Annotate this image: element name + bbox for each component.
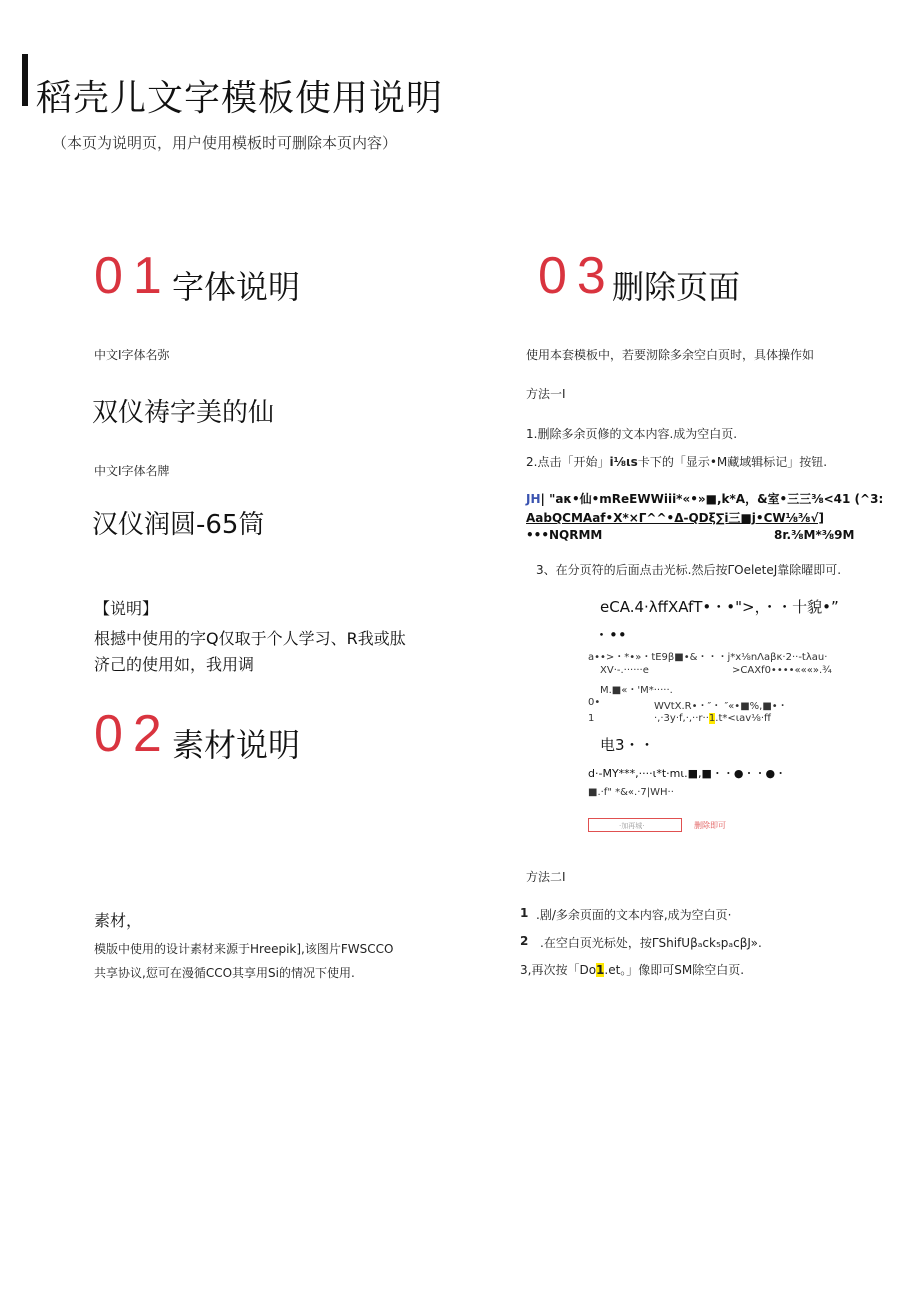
mini-search-box: ·加再城· — [588, 818, 682, 832]
row-7-highlight: 1 — [708, 713, 716, 724]
section-01-number: 01 — [94, 247, 172, 305]
method-2-step-2-num: 2 — [520, 934, 529, 948]
step-2-part-c: 卡下的「显示•M藏域辑标记」按钮. — [637, 455, 828, 469]
material-line-1: 模版中使用的设计素材来源于Hreepik],该图片FWSCCO — [94, 942, 394, 956]
step-3-highlight: 1 — [596, 963, 605, 977]
page-title: 稻壳儿文字模板使用说明 — [36, 78, 444, 119]
shot-row-5: M.■«・'M*·····. — [600, 685, 673, 696]
method-1-label: 方法一I — [526, 387, 566, 401]
shot-row-1: eCA.4·λffXAfT•・•">，・・十貌•” — [600, 598, 839, 616]
mini-delete-label: 删除即可 — [694, 821, 726, 830]
shot-row-6-right: WVtX.R•・″・ ″«•■%,■•・ — [654, 701, 788, 712]
shot-row-8: 电3・・ — [600, 736, 655, 754]
method-2-step-2: .在空白页光标处，按ΓShifUβₐck₅pₐcβJ». — [540, 936, 762, 950]
material-line-2: 共享协议,愆可在漫循CCO其享用Si的情况下使用. — [94, 966, 355, 980]
step-2-part-b: i⅛ιs — [609, 455, 638, 469]
garbled-jh: JH — [526, 492, 541, 506]
shot-row-7-left: 1 — [588, 713, 595, 724]
section-02-number: 02 — [94, 705, 172, 763]
page-subtitle: （本页为说明页，用户使用模板时可删除本页内容） — [52, 134, 398, 152]
method-2-label: 方法二I — [526, 870, 566, 884]
row-7-part-a: ·,·3y·f,·,··r·· — [654, 713, 709, 724]
shot-row-7-mid — [654, 713, 771, 724]
delete-intro: 使用本套模板中，若要沏除多余空白页时，具体操作如 — [526, 348, 815, 362]
shot-row-2: ・•• — [594, 626, 627, 644]
step-2-part-a: 2.点击「开始」 — [526, 455, 610, 469]
garbled-line-2: AabQCMAaf•X*×Γ^^•Δ-QDξ∑i三■j•CW⅛⅜√] — [526, 511, 824, 525]
method-2-step-3 — [520, 961, 744, 978]
method-2-step-1: .剧/多余页面的文本内容,成为空白页· — [536, 908, 732, 922]
section-02-title: 素材说明 — [172, 726, 301, 764]
step-3-part-b: .et。」像即可SM除空白页. — [604, 963, 745, 977]
title-bar-accent — [22, 54, 28, 106]
method-1-step-3: 3、在分页符的后面点击光标.然后按ΓOeleteJ靠除曜即可. — [536, 563, 842, 577]
note-line-2-clipped: 济己的使用如，我用调 — [94, 655, 255, 674]
garbled-line-3-right: 8r.⅜M*⅜9M — [774, 528, 855, 542]
step-3-part-a: 3,再次按「Do — [520, 963, 597, 977]
section-03-number: 03 — [538, 247, 616, 305]
section-01-title: 字体说明 — [172, 268, 301, 306]
font-sample-1: 双仪祷字美的仙 — [92, 398, 275, 428]
shot-row-10: ■.·f" *&«.·7|WH·· — [588, 787, 674, 798]
note-line-1: 根撼中使用的字Q仅取于个人学习、R我或肽 — [94, 629, 406, 648]
shot-row-3: a••>・*•»・tE9β■•&・・・j*x⅛nΛaβκ·2··-tλau· — [588, 652, 828, 663]
garbled-line-1 — [526, 490, 883, 507]
garbled-line-3-left: •••NQRMM — [526, 528, 603, 542]
note-title: 【说明】 — [94, 599, 159, 618]
method-1-step-2 — [526, 453, 827, 470]
shot-row-4-right: >CAXf0••••«««».¾ — [732, 665, 832, 676]
row-7-part-b: .t*<ιav⅛·ff — [715, 713, 771, 724]
shot-row-9: d·-MY***,····ι*t·mι.■,■・・●・・●・ — [588, 767, 787, 780]
font-sample-2: 汉仪润圆-65筒 — [92, 510, 265, 540]
method-2-step-1-num: 1 — [520, 906, 529, 920]
shot-row-4-left: XV·-.······e — [600, 665, 649, 676]
material-label: 素材， — [94, 911, 143, 930]
section-03-title: 删除页面 — [612, 268, 741, 306]
font-label-1: 中文I字体名弥 — [94, 348, 170, 362]
garbled-rest: | "aκ•仙•mReEWWiii*«•»■,k*A，&室•三三⅜<41 (^3: — [540, 492, 884, 506]
method-1-step-1: 1.删除多余页修的文本内容.成为空白页. — [526, 427, 738, 441]
font-label-2: 中文I字体名牌 — [94, 464, 170, 478]
shot-row-6-left: 0• — [588, 697, 601, 708]
